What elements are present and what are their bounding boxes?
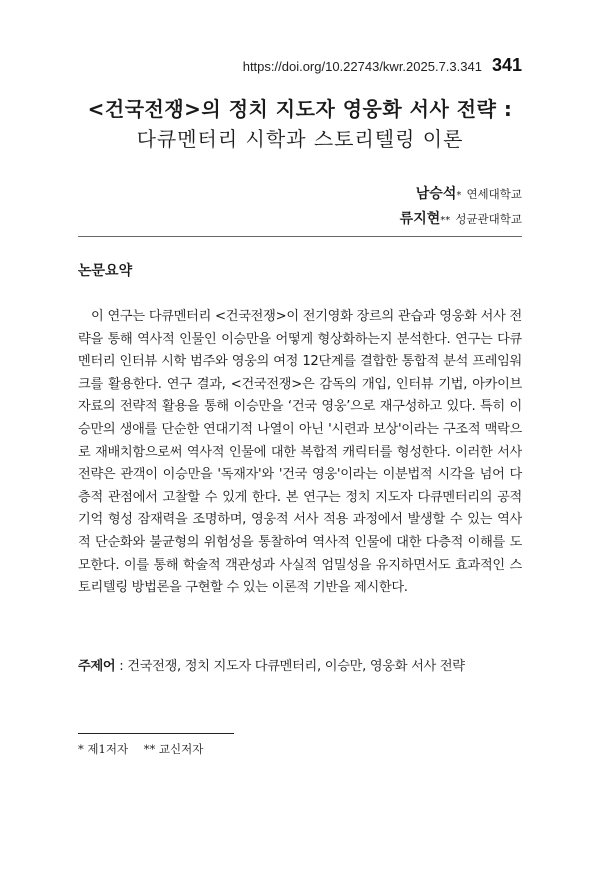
doi-link[interactable]: https://doi.org/10.22743/kwr.2025.7.3.341 xyxy=(242,59,482,74)
author-name: 류지현 xyxy=(399,211,441,227)
abstract-heading: 논문요약 xyxy=(78,263,133,279)
footnotes xyxy=(78,741,215,757)
footnote-divider xyxy=(78,733,234,734)
footnote-corresponding-author: ** 교신저자 xyxy=(143,742,204,756)
title-subtitle: 다큐멘터리 시학과 스토리텔링 이론 xyxy=(136,127,464,151)
author-mark: * xyxy=(456,190,462,201)
author-entry xyxy=(400,182,522,207)
author-entry xyxy=(400,207,522,232)
keywords xyxy=(78,655,522,674)
page-number: 341 xyxy=(491,55,522,75)
abstract-text: 이 연구는 다큐멘터리 <건국전쟁>이 전기영화 장르의 관습과 영웅화 서사 전략을 통해 역사적 인물인 이승만을 어떻게 형상화하는지 분석한다. 연구는 다큐멘터리 인터뷰 시학 범주와 영웅의 여정 12단계를 결합한 통합적 분석 프레임워크를 활용한다. 연구 결과, <건국전쟁>은 감독의 개입, 인터뷰 기법, 아카이브 자료의 전략적 활용을 통해 이승만을 ‘건국 영웅’으로 재구성하고 있다. 특히 이승만의 생애를 단순한 연대기적 나열이 아닌 '시련과 보상'이라는 구조적 맥락으로 재배치함으로써 역사적 인물에 대한 복합적 캐릭터를 형성한다. 이러한 서사 전략은 관객이 이승만을 '독재자'와 '건국 영웅'이라는 이분법적 시각을 넘어 다층적 관점에서 고찰할 수 있게 한다. 본 연구는 정치 지도자 다큐멘터리의 공적 기억 형성 잠재력을 조명하며, 영웅적 서사 적용 과정에서 발생할 수 있는 역사적 단순화와 불균형의 위험성을 통찰하여 역사적 인물에 대한 다층적 이해를 도모한다. 이를 통해 학술적 객관성과 사실적 엄밀성을 유지하면서도 효과적인 스토리텔링 방법론을 구현할 수 있는 이론적 기반을 제시한다. xyxy=(78,309,522,596)
title-main: <건국전쟁>의 정치 지도자 영웅화 서사 전략 : xyxy=(87,97,513,121)
author-affiliation: 성균관대학교 xyxy=(455,212,522,226)
footnote-first-author: * 제1저자 xyxy=(78,742,129,756)
keywords-label: 주제어 xyxy=(78,659,116,674)
header-divider xyxy=(78,236,522,237)
paper-title xyxy=(0,94,600,154)
author-list xyxy=(400,182,522,232)
author-affiliation: 연세대학교 xyxy=(466,187,522,201)
page-header xyxy=(243,55,522,76)
keywords-separator: : xyxy=(115,659,128,674)
author-mark: ** xyxy=(440,215,451,226)
keywords-text: 건국전쟁, 정치 지도자 다큐멘터리, 이승만, 영웅화 서사 전략 xyxy=(127,659,465,674)
author-name: 남승석 xyxy=(415,186,457,202)
